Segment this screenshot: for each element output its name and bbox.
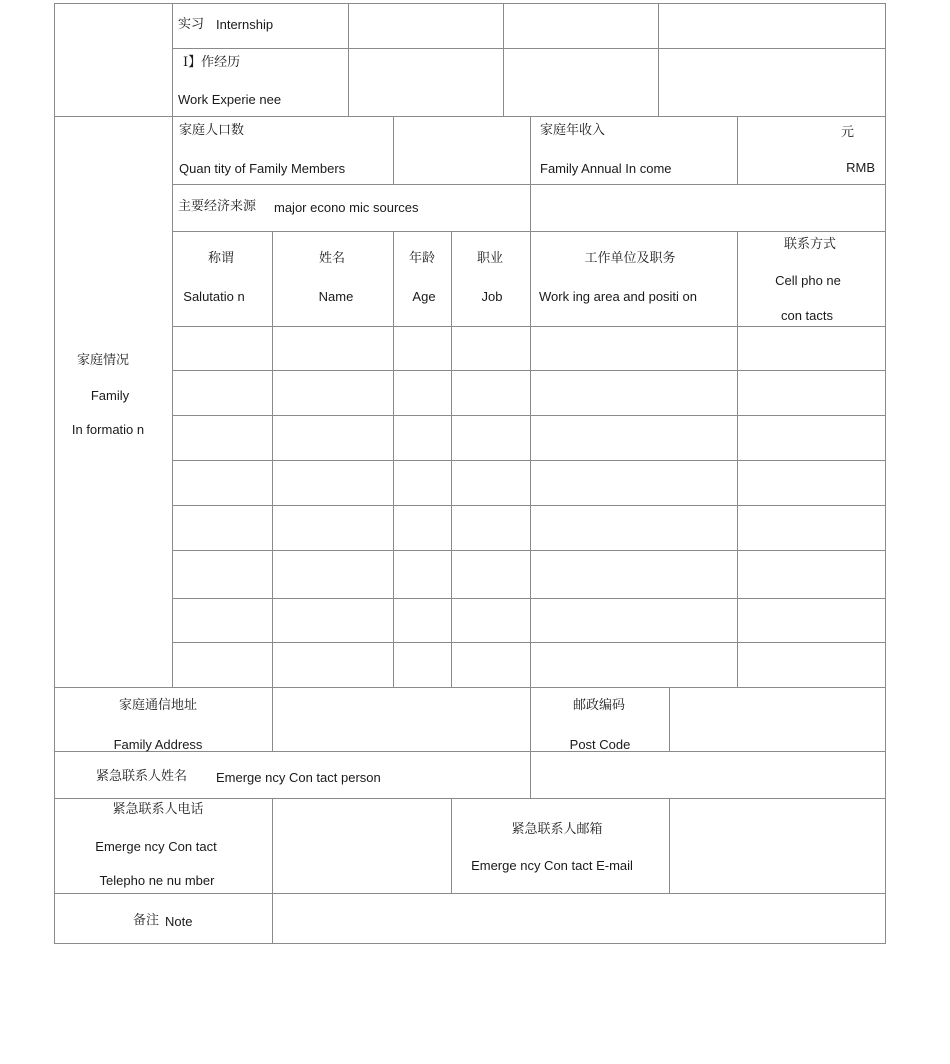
salutation-header-zh: 称谓 bbox=[207, 251, 235, 266]
note-input[interactable] bbox=[273, 894, 885, 943]
work-experience-input-1[interactable] bbox=[349, 49, 503, 116]
family-row-3-name-cell[interactable] bbox=[273, 416, 393, 460]
family-row-2-job-cell[interactable] bbox=[452, 371, 530, 415]
family-row-3-contacts-cell[interactable] bbox=[738, 416, 885, 460]
family-row-1-name-cell[interactable] bbox=[273, 327, 393, 370]
col-line bbox=[451, 798, 452, 894]
contacts-header-zh: 联系方式 bbox=[783, 237, 837, 252]
internship-input-3[interactable] bbox=[659, 4, 885, 48]
family-row-6-name-cell[interactable] bbox=[273, 551, 393, 598]
internship-input-2[interactable] bbox=[504, 4, 658, 48]
family-row-5-name-cell[interactable] bbox=[273, 506, 393, 550]
family-row-8-contacts-cell[interactable] bbox=[738, 643, 885, 687]
border-left bbox=[54, 3, 55, 944]
work-experience-label-zh: I】作经历 bbox=[183, 55, 241, 70]
income-unit-zh: 元 bbox=[841, 125, 855, 140]
internship-input-1[interactable] bbox=[349, 4, 503, 48]
emergency-person-label-zh: 紧急联系人姓名 bbox=[96, 769, 188, 784]
internship-label-en: Internship bbox=[216, 17, 274, 32]
work-area-header-en: Work ing area and positi on bbox=[538, 289, 698, 304]
family-row-4-age-cell[interactable] bbox=[394, 461, 451, 505]
economic-sources-input[interactable] bbox=[531, 185, 885, 231]
family-row-4-work-area-cell[interactable] bbox=[531, 461, 737, 505]
emergency-email-label-en: Emerge ncy Con tact E-mail bbox=[471, 858, 633, 873]
family-row-6-job-cell[interactable] bbox=[452, 551, 530, 598]
family-row-7-contacts-cell[interactable] bbox=[738, 599, 885, 642]
family-row-8-name-cell[interactable] bbox=[273, 643, 393, 687]
emergency-email-input[interactable] bbox=[670, 799, 885, 893]
family-address-label-en: Family Address bbox=[113, 737, 203, 752]
family-row-6-salutation-cell[interactable] bbox=[173, 551, 272, 598]
family-row-8-job-cell[interactable] bbox=[452, 643, 530, 687]
family-row-2-work-area-cell[interactable] bbox=[531, 371, 737, 415]
family-row-2-contacts-cell[interactable] bbox=[738, 371, 885, 415]
family-row-7-salutation-cell[interactable] bbox=[173, 599, 272, 642]
work-experience-input-2[interactable] bbox=[504, 49, 658, 116]
age-header-zh: 年龄 bbox=[408, 251, 436, 266]
family-members-input[interactable] bbox=[394, 117, 530, 184]
family-row-6-work-area-cell[interactable] bbox=[531, 551, 737, 598]
family-row-4-job-cell[interactable] bbox=[452, 461, 530, 505]
family-row-4-name-cell[interactable] bbox=[273, 461, 393, 505]
work-area-header-zh: 工作单位及职务 bbox=[584, 251, 676, 266]
family-members-label-en: Quan tity of Family Members bbox=[179, 161, 346, 176]
family-row-1-age-cell[interactable] bbox=[394, 327, 451, 370]
income-unit-en: RMB bbox=[846, 160, 875, 175]
emergency-phone-label-en2: Telepho ne nu mber bbox=[99, 873, 215, 888]
family-address-label-zh: 家庭通信地址 bbox=[118, 698, 198, 713]
annual-income-label-en: Family Annual In come bbox=[540, 161, 672, 176]
economic-sources-label-zh: 主要经济来源 bbox=[178, 199, 257, 214]
family-row-5-age-cell[interactable] bbox=[394, 506, 451, 550]
post-code-label-zh: 邮政编码 bbox=[572, 698, 626, 713]
emergency-phone-input[interactable] bbox=[273, 799, 451, 893]
family-row-1-work-area-cell[interactable] bbox=[531, 327, 737, 370]
family-row-2-name-cell[interactable] bbox=[273, 371, 393, 415]
name-header-zh: 姓名 bbox=[318, 251, 346, 266]
family-row-6-contacts-cell[interactable] bbox=[738, 551, 885, 598]
family-row-1-contacts-cell[interactable] bbox=[738, 327, 885, 370]
name-header-en: Name bbox=[318, 289, 354, 304]
family-info-label-zh: 家庭情况 bbox=[76, 353, 130, 368]
family-row-7-work-area-cell[interactable] bbox=[531, 599, 737, 642]
family-row-6-age-cell[interactable] bbox=[394, 551, 451, 598]
emergency-person-label-en: Emerge ncy Con tact person bbox=[216, 770, 381, 785]
economic-sources-label-en: major econo mic sources bbox=[274, 200, 419, 215]
family-row-1-job-cell[interactable] bbox=[452, 327, 530, 370]
work-experience-input-3[interactable] bbox=[659, 49, 885, 116]
family-row-2-salutation-cell[interactable] bbox=[173, 371, 272, 415]
family-row-7-age-cell[interactable] bbox=[394, 599, 451, 642]
work-experience-label-en: Work Experie nee bbox=[178, 92, 282, 107]
border-right bbox=[885, 3, 886, 944]
emergency-email-label-zh: 紧急联系人邮箱 bbox=[511, 822, 603, 837]
family-row-7-name-cell[interactable] bbox=[273, 599, 393, 642]
family-row-2-age-cell[interactable] bbox=[394, 371, 451, 415]
family-address-input[interactable] bbox=[273, 688, 530, 751]
emergency-phone-label-zh: 紧急联系人电话 bbox=[112, 802, 204, 817]
family-row-8-age-cell[interactable] bbox=[394, 643, 451, 687]
age-header-en: Age bbox=[412, 289, 436, 304]
contacts-header-en2: con tacts bbox=[780, 308, 834, 323]
border-bottom bbox=[54, 943, 886, 944]
note-label-en: Note bbox=[165, 914, 193, 929]
family-row-5-salutation-cell[interactable] bbox=[173, 506, 272, 550]
job-header-zh: 职业 bbox=[476, 251, 504, 266]
family-row-3-salutation-cell[interactable] bbox=[173, 416, 272, 460]
job-header-en: Job bbox=[481, 289, 503, 304]
row-line bbox=[172, 231, 886, 232]
family-row-5-contacts-cell[interactable] bbox=[738, 506, 885, 550]
family-row-3-work-area-cell[interactable] bbox=[531, 416, 737, 460]
note-label-zh: 备注 bbox=[133, 913, 160, 928]
emergency-phone-label-en1: Emerge ncy Con tact bbox=[95, 839, 217, 854]
family-members-label-zh: 家庭人口数 bbox=[179, 123, 245, 138]
family-row-3-age-cell[interactable] bbox=[394, 416, 451, 460]
post-code-input[interactable] bbox=[670, 688, 885, 751]
contacts-header-en1: Cell pho ne bbox=[775, 273, 841, 288]
family-row-7-job-cell[interactable] bbox=[452, 599, 530, 642]
post-code-label-en: Post Code bbox=[569, 737, 631, 752]
annual-income-label-zh: 家庭年收入 bbox=[540, 123, 606, 138]
family-info-label-en1: Family bbox=[90, 388, 130, 403]
internship-label-zh: 实习 bbox=[178, 17, 205, 32]
family-row-8-salutation-cell[interactable] bbox=[173, 643, 272, 687]
salutation-header-en: Salutatio n bbox=[183, 289, 245, 304]
family-row-4-contacts-cell[interactable] bbox=[738, 461, 885, 505]
emergency-person-input[interactable] bbox=[531, 752, 885, 798]
family-info-label-en2: In formatio n bbox=[71, 422, 145, 437]
family-row-3-job-cell[interactable] bbox=[452, 416, 530, 460]
family-row-5-job-cell[interactable] bbox=[452, 506, 530, 550]
family-row-5-work-area-cell[interactable] bbox=[531, 506, 737, 550]
family-row-1-salutation-cell[interactable] bbox=[173, 327, 272, 370]
family-row-4-salutation-cell[interactable] bbox=[173, 461, 272, 505]
family-row-8-work-area-cell[interactable] bbox=[531, 643, 737, 687]
